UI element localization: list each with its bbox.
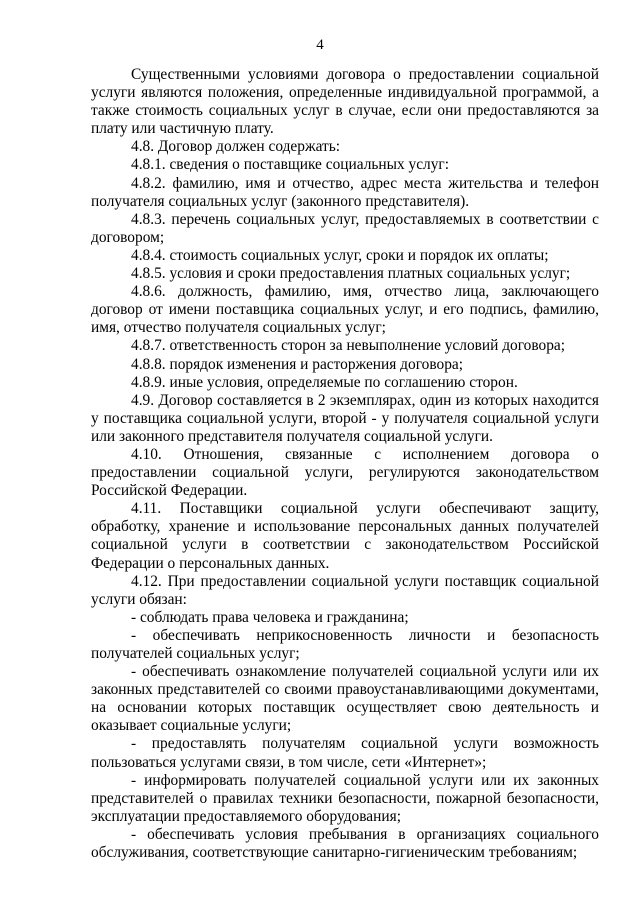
paragraph-4-8-9: 4.8.9. иные условия, определяемые по соглашению сторон. [131, 373, 518, 391]
page-number: 4 [316, 37, 324, 53]
paragraph-4-8-4: 4.8.4. стоимость социальных услуг, сроки и порядок их оплаты; [131, 246, 549, 264]
paragraph-4-10: 4.10. Отношения, связанные с исполнением договора о предоставлении социальной услуги, регулируются законодательством Российской Федерации. [91, 445, 599, 500]
paragraph-4-8-1: 4.8.1. сведения о поставщике социальных услуг: [131, 156, 450, 174]
list-item-familiarization: - обеспечивать ознакомление получателей социальной услуги или их законных представителей со своими правоустанавливающими документами, на основании которых поставщик осуществляет свою деятельность и оказывает социальные услуги; [91, 663, 599, 735]
list-item-sanitary-conditions: - обеспечивать условия пребывания в организациях социального обслуживания, соответствующие санитарно-гигиеническим требованиям; [91, 825, 599, 862]
list-item-communication: - предоставлять получателям социальной услуги возможность пользоваться услугами связи, в том числе, сети «Интернет»; [91, 735, 599, 771]
paragraph-4-8-2: 4.8.2. фамилию, имя и отчество, адрес места жительства и телефон получателя социальных услуг (законного представителя). [91, 174, 599, 210]
paragraph-essential-terms: Существенными условиями договора о предоставлении социальной услуги являются положения, определенные индивидуальной программой, а также стоимость социальных услуг в случае, если они предоставляются за плату или частичную плату. [91, 66, 599, 138]
paragraph-4-8-7: 4.8.7. ответственность сторон за невыполнение условий договора; [131, 337, 566, 355]
paragraph-4-8-6: 4.8.6. должность, фамилию, имя, отчество лица, заключающего договор от имени поставщика социальных услуг, и его подпись, фамилию, имя, отчество получателя социальных услуг; [91, 283, 599, 337]
paragraph-4-9: 4.9. Договор составляется в 2 экземплярах, один из которых находится у поставщика социальной услуги, второй - у получателя социальной услуги или законного представителя получателя социальной услуги. [91, 391, 599, 445]
paragraph-4-8-3: 4.8.3. перечень социальных услуг, предоставляемых в соответствии с договором; [91, 210, 599, 246]
paragraph-4-8-5: 4.8.5. условия и сроки предоставления платных социальных услуг; [131, 265, 571, 283]
paragraph-4-12: 4.12. При предоставлении социальной услуги поставщик социальной услуги обязан: [91, 572, 599, 608]
list-item-personal-safety: - обеспечивать неприкосновенность личности и безопасность получателей социальных услуг; [91, 626, 599, 662]
paragraph-4-8-8: 4.8.8. порядок изменения и расторжения договора; [131, 355, 463, 373]
paragraph-4-11: 4.11. Поставщики социальной услуги обеспечивают защиту, обработку, хранение и использование персональных данных получателей социальной услуги в соответствии с законодательством Российской Федерации о персональных данных. [91, 500, 599, 572]
list-item-human-rights: - соблюдать права человека и гражданина; [131, 608, 409, 626]
document-body [91, 66, 599, 862]
paragraph-4-8: 4.8. Договор должен содержать: [131, 138, 341, 156]
list-item-safety-rules: - информировать получателей социальной услуги или их законных представителей о правилах техники безопасности, пожарной безопасности, эксплуатации предоставляемого оборудования; [91, 771, 599, 825]
